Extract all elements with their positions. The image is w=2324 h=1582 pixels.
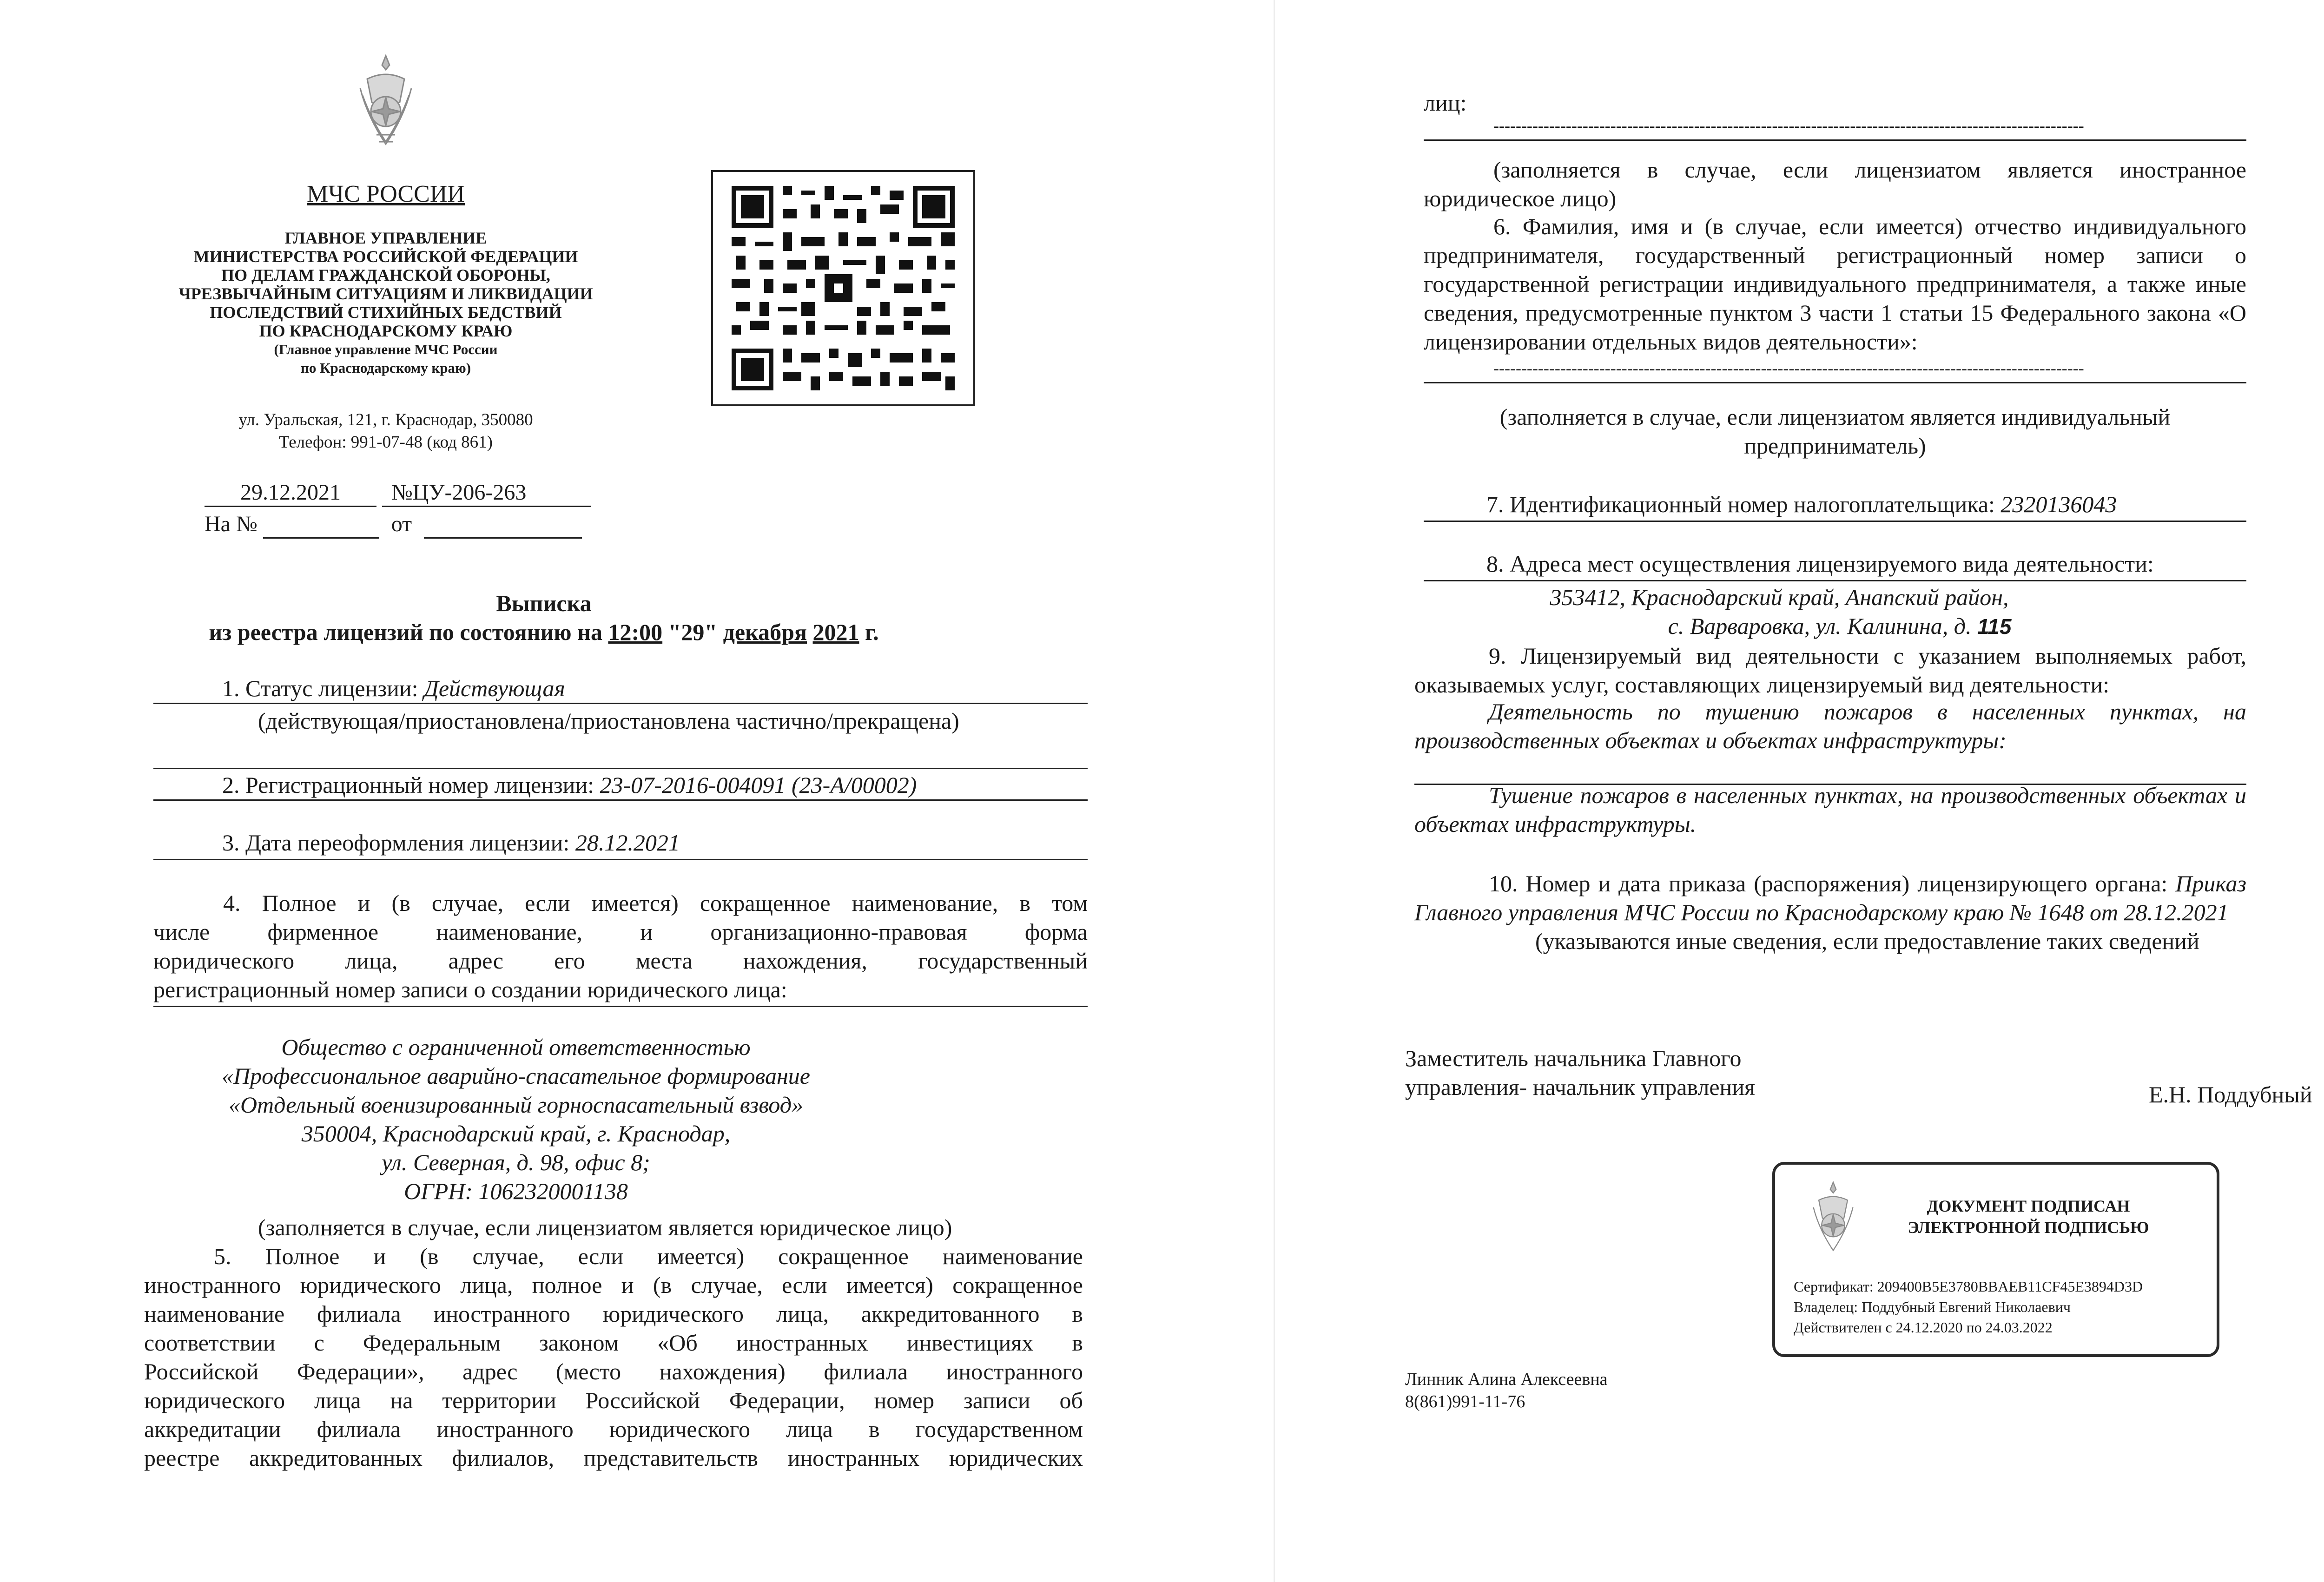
item-9-line: 9. Лицензируемый вид деятельности с указанием выполняемых работ,	[1489, 643, 2246, 669]
item-10-label: 10. Номер и дата приказа (распоряжения) лицензирующего органа:	[1489, 870, 2168, 896]
item-5-line: 5. Полное и (в случае, если имеется) сокращенное наименование	[214, 1243, 1083, 1269]
item-5-hint	[1424, 155, 2246, 213]
item-8-value-line	[1424, 612, 2135, 641]
item-9-value-2	[1414, 781, 2246, 838]
item-9-value-line: производственных объектах и объектах инфраструктуры:	[1414, 727, 2007, 753]
item-9-value2-line: объектах инфраструктуры.	[1414, 811, 1697, 837]
doc-date: 29.12.2021	[205, 480, 376, 507]
esign-valid: Действителен с 24.12.2020 по 24.03.2022	[1794, 1319, 2053, 1336]
item-10-value-b: Главного управления МЧС России по Краснодарскому краю № 1648 от 28.12.2021	[1414, 899, 2229, 925]
org-address	[139, 409, 632, 454]
item-6-hint-line: предприниматель)	[1744, 433, 1926, 459]
item-4-value-line: «Профессиональное аварийно-спасательное формирование	[221, 1063, 810, 1089]
org-line: (Главное управление МЧС России	[274, 341, 498, 357]
item-5-text	[144, 1242, 1083, 1472]
esign-title-line: ДОКУМЕНТ ПОДПИСАН	[1927, 1197, 2130, 1215]
item-9-line: оказываемых услуг, составляющих лицензируемый вид деятельности:	[1414, 672, 2110, 698]
emchs-emblem-icon	[1803, 1179, 1863, 1258]
item-9-text	[1414, 641, 2246, 699]
rule	[153, 1006, 1088, 1007]
org-line: ПОСЛЕДСТВИЙ СТИХИЙНЫХ БЕДСТВИЙ	[210, 303, 562, 322]
item-6-text	[1424, 212, 2246, 356]
doc-number: №ЦУ-206-263	[382, 480, 591, 507]
item-5-line: иностранного юридического лица, полное и (в случае, если имеется) сокращенное	[144, 1272, 1083, 1298]
rule	[153, 703, 1088, 704]
item-6-hint-line: (заполняется в случае, если лицензиатом является индивидуальный	[1499, 404, 2171, 430]
rule	[153, 859, 1088, 860]
item-4-line: юридического лица, адрес его места нахождения, государственный	[153, 948, 1088, 974]
rule	[1424, 580, 2246, 581]
item-8-value	[1424, 583, 2135, 641]
item-4-hint: (заполняется в случае, если лицензиатом является юридическое лицо)	[258, 1214, 952, 1240]
item-10-hint: (указываются иные сведения, если предоставление таких сведений	[1535, 928, 2199, 954]
esign-cert: Сертификат: 209400B5E3780BBAEB11CF45E3894D3D	[1794, 1278, 2143, 1295]
item-8-street: с. Варваровка, ул. Калинина, д.	[1668, 613, 1972, 639]
item-7	[1486, 490, 2249, 519]
esign-details	[1794, 1276, 2203, 1338]
item-10-line	[1414, 869, 2246, 898]
signer-title	[1405, 1044, 1755, 1101]
item-4-text	[153, 889, 1088, 1004]
item-4-value-line: «Отдельный военизированный горноспасательный взвод»	[228, 1092, 804, 1118]
rule	[1424, 139, 2246, 141]
org-full-name	[139, 229, 632, 377]
org-line: ГЛАВНОЕ УПРАВЛЕНИЕ	[284, 229, 487, 247]
item-10	[1414, 869, 2246, 927]
phone-line: Телефон: 991-07-48 (код 861)	[279, 433, 493, 452]
item-9-value-line: Деятельность по тушению пожаров в населенных пунктах, на	[1489, 699, 2246, 725]
subtitle-suffix: г.	[865, 619, 879, 645]
item-1-hint: (действующая/приостановлена/приостановлена частично/прекращена)	[258, 708, 959, 734]
item-6-line: 6. Фамилия, имя и (в случае, если имеется) отчество индивидуального	[1493, 213, 2246, 239]
signer-title-line: управления- начальник управления	[1405, 1074, 1756, 1100]
rule	[1424, 521, 2246, 522]
ref-from: от	[391, 512, 412, 536]
item-4-value-line: ул. Северная, д. 98, офис 8;	[382, 1149, 650, 1175]
esign-title-line: ЭЛЕКТРОННОЙ ПОДПИСЬЮ	[1908, 1218, 2149, 1237]
org-line: ПО КРАСНОДАРСКОМУ КРАЮ	[259, 322, 513, 340]
item-7-label: 7. Идентификационный номер налогоплательщика:	[1486, 491, 1995, 517]
item-6-line: государственной регистрации индивидуального предпринимателя, а также иные	[1424, 271, 2246, 297]
item-4-line: числе фирменное наименование, и организационно-правовая форма	[153, 919, 1088, 945]
dash-line: ----------------------------------------------------------------------------------------------------------	[1493, 359, 2084, 377]
item-5-line: юридического лица на территории Российской Федерации, номер записи об	[144, 1387, 1083, 1413]
item-8-label: 8. Адреса мест осуществления лицензируемого вида деятельности:	[1486, 551, 2154, 577]
reference-line	[205, 511, 582, 539]
item-8-house: 115	[1977, 614, 2012, 639]
org-line: по Краснодарскому краю)	[300, 360, 471, 376]
ref-label: На №	[205, 512, 257, 536]
signer-name: Е.Н. Поддубный	[2149, 1081, 2312, 1107]
item-2	[222, 771, 1087, 799]
item-10-value-a: Приказ	[2175, 870, 2247, 896]
esign-title	[1877, 1195, 2179, 1238]
subtitle-month: декабря	[723, 619, 807, 645]
item-5-line: реестре аккредитованных филиалов, представительств иностранных юридических	[144, 1445, 1083, 1471]
item-6-line: лицензировании отдельных видов деятельности»:	[1424, 329, 1918, 355]
item-1-label: 1. Статус лицензии:	[222, 675, 418, 701]
emchs-emblem-icon	[353, 51, 418, 153]
item-5-hint-line: юридическое лицо)	[1424, 185, 1617, 211]
item-1-value: Действующая	[424, 675, 565, 701]
item-5-tail: лиц:	[1424, 90, 1467, 116]
item-4-line: регистрационный номер записи о создании юридического лица:	[153, 976, 787, 1002]
doc-date-number	[205, 480, 591, 507]
item-8-value-line: 353412, Краснодарский край, Анапский район,	[1550, 584, 2009, 610]
item-4-value	[153, 1033, 878, 1206]
item-6-hint	[1424, 402, 2246, 460]
org-short-name: МЧС РОССИИ	[307, 181, 465, 207]
executor-name: Линник Алина Алексеевна	[1405, 1370, 1608, 1389]
dash-line: ----------------------------------------------------------------------------------------------------------	[1493, 116, 2084, 135]
subtitle-prefix: из реестра лицензий по состоянию на	[209, 619, 602, 645]
signer-title-line: Заместитель начальника Главного	[1405, 1045, 1742, 1071]
qr-code-icon	[711, 170, 975, 406]
item-2-value: 23-07-2016-004091 (23-А/00002)	[600, 772, 917, 798]
item-5-hint-line: (заполняется в случае, если лицензиатом является иностранное	[1493, 157, 2246, 183]
esign-stamp	[1772, 1162, 2219, 1357]
rule	[153, 799, 1088, 801]
subtitle-year: 2021	[812, 619, 859, 645]
address-line: ул. Уральская, 121, г. Краснодар, 350080	[238, 410, 533, 429]
doc-subtitle	[93, 618, 995, 646]
item-7-value: 2320136043	[2000, 491, 2117, 517]
rule	[153, 768, 1088, 769]
executor	[1405, 1368, 1608, 1413]
item-4-value-line: 350004, Краснодарский край, г. Краснодар,	[301, 1121, 731, 1147]
doc-title: Выписка	[496, 590, 592, 616]
org-line: ПО ДЕЛАМ ГРАЖДАНСКОЙ ОБОРОНЫ,	[221, 266, 550, 284]
item-5-line: аккредитации филиала иностранного юридического лица в государственном	[144, 1416, 1083, 1442]
item-3-value: 28.12.2021	[575, 830, 680, 856]
item-6-line: сведения, предусмотренные пунктом 3 части 1 статьи 15 Федерального закона «О	[1424, 300, 2246, 326]
item-5-line: наименование филиала иностранного юридического лица, аккредитованного в	[144, 1301, 1083, 1327]
item-4-line: 4. Полное и (в случае, если имеется) сокращенное наименование, в том	[223, 890, 1088, 916]
ref-date-blank	[424, 511, 582, 539]
esign-owner: Владелец: Поддубный Евгений Николаевич	[1794, 1299, 2071, 1315]
item-4-value-line: Общество с ограниченной ответственностью	[281, 1034, 751, 1060]
executor-phone: 8(861)991-11-76	[1405, 1392, 1525, 1411]
item-6-line: предпринимателя, государственный регистрационный номер записи о	[1424, 242, 2246, 268]
rule	[1424, 382, 2246, 383]
right-page	[1274, 0, 2324, 1582]
item-9-value2-line: Тушение пожаров в населенных пунктах, на производственных объектах и	[1489, 782, 2246, 808]
item-2-label: 2. Регистрационный номер лицензии:	[222, 772, 594, 798]
org-line: МИНИСТЕРСТВА РОССИЙСКОЙ ФЕДЕРАЦИИ	[193, 247, 578, 266]
item-5-line: Российской Федерации», адрес (место нахождения) филиала иностранного	[144, 1358, 1083, 1384]
ref-number-blank	[263, 511, 379, 539]
subtitle-day: "29"	[668, 619, 718, 645]
item-9-value	[1414, 697, 2246, 755]
item-3-label: 3. Дата переоформления лицензии:	[222, 830, 570, 856]
item-1	[222, 674, 1077, 703]
item-3	[222, 828, 1087, 857]
item-5-line: соответствии с Федеральным законом «Об иностранных инвестициях в	[144, 1330, 1083, 1356]
subtitle-time: 12:00	[608, 619, 663, 645]
item-4-value-line: ОГРН: 1062320001138	[404, 1178, 628, 1204]
org-line: ЧРЕЗВЫЧАЙНЫМ СИТУАЦИЯМ И ЛИКВИДАЦИИ	[178, 284, 593, 303]
